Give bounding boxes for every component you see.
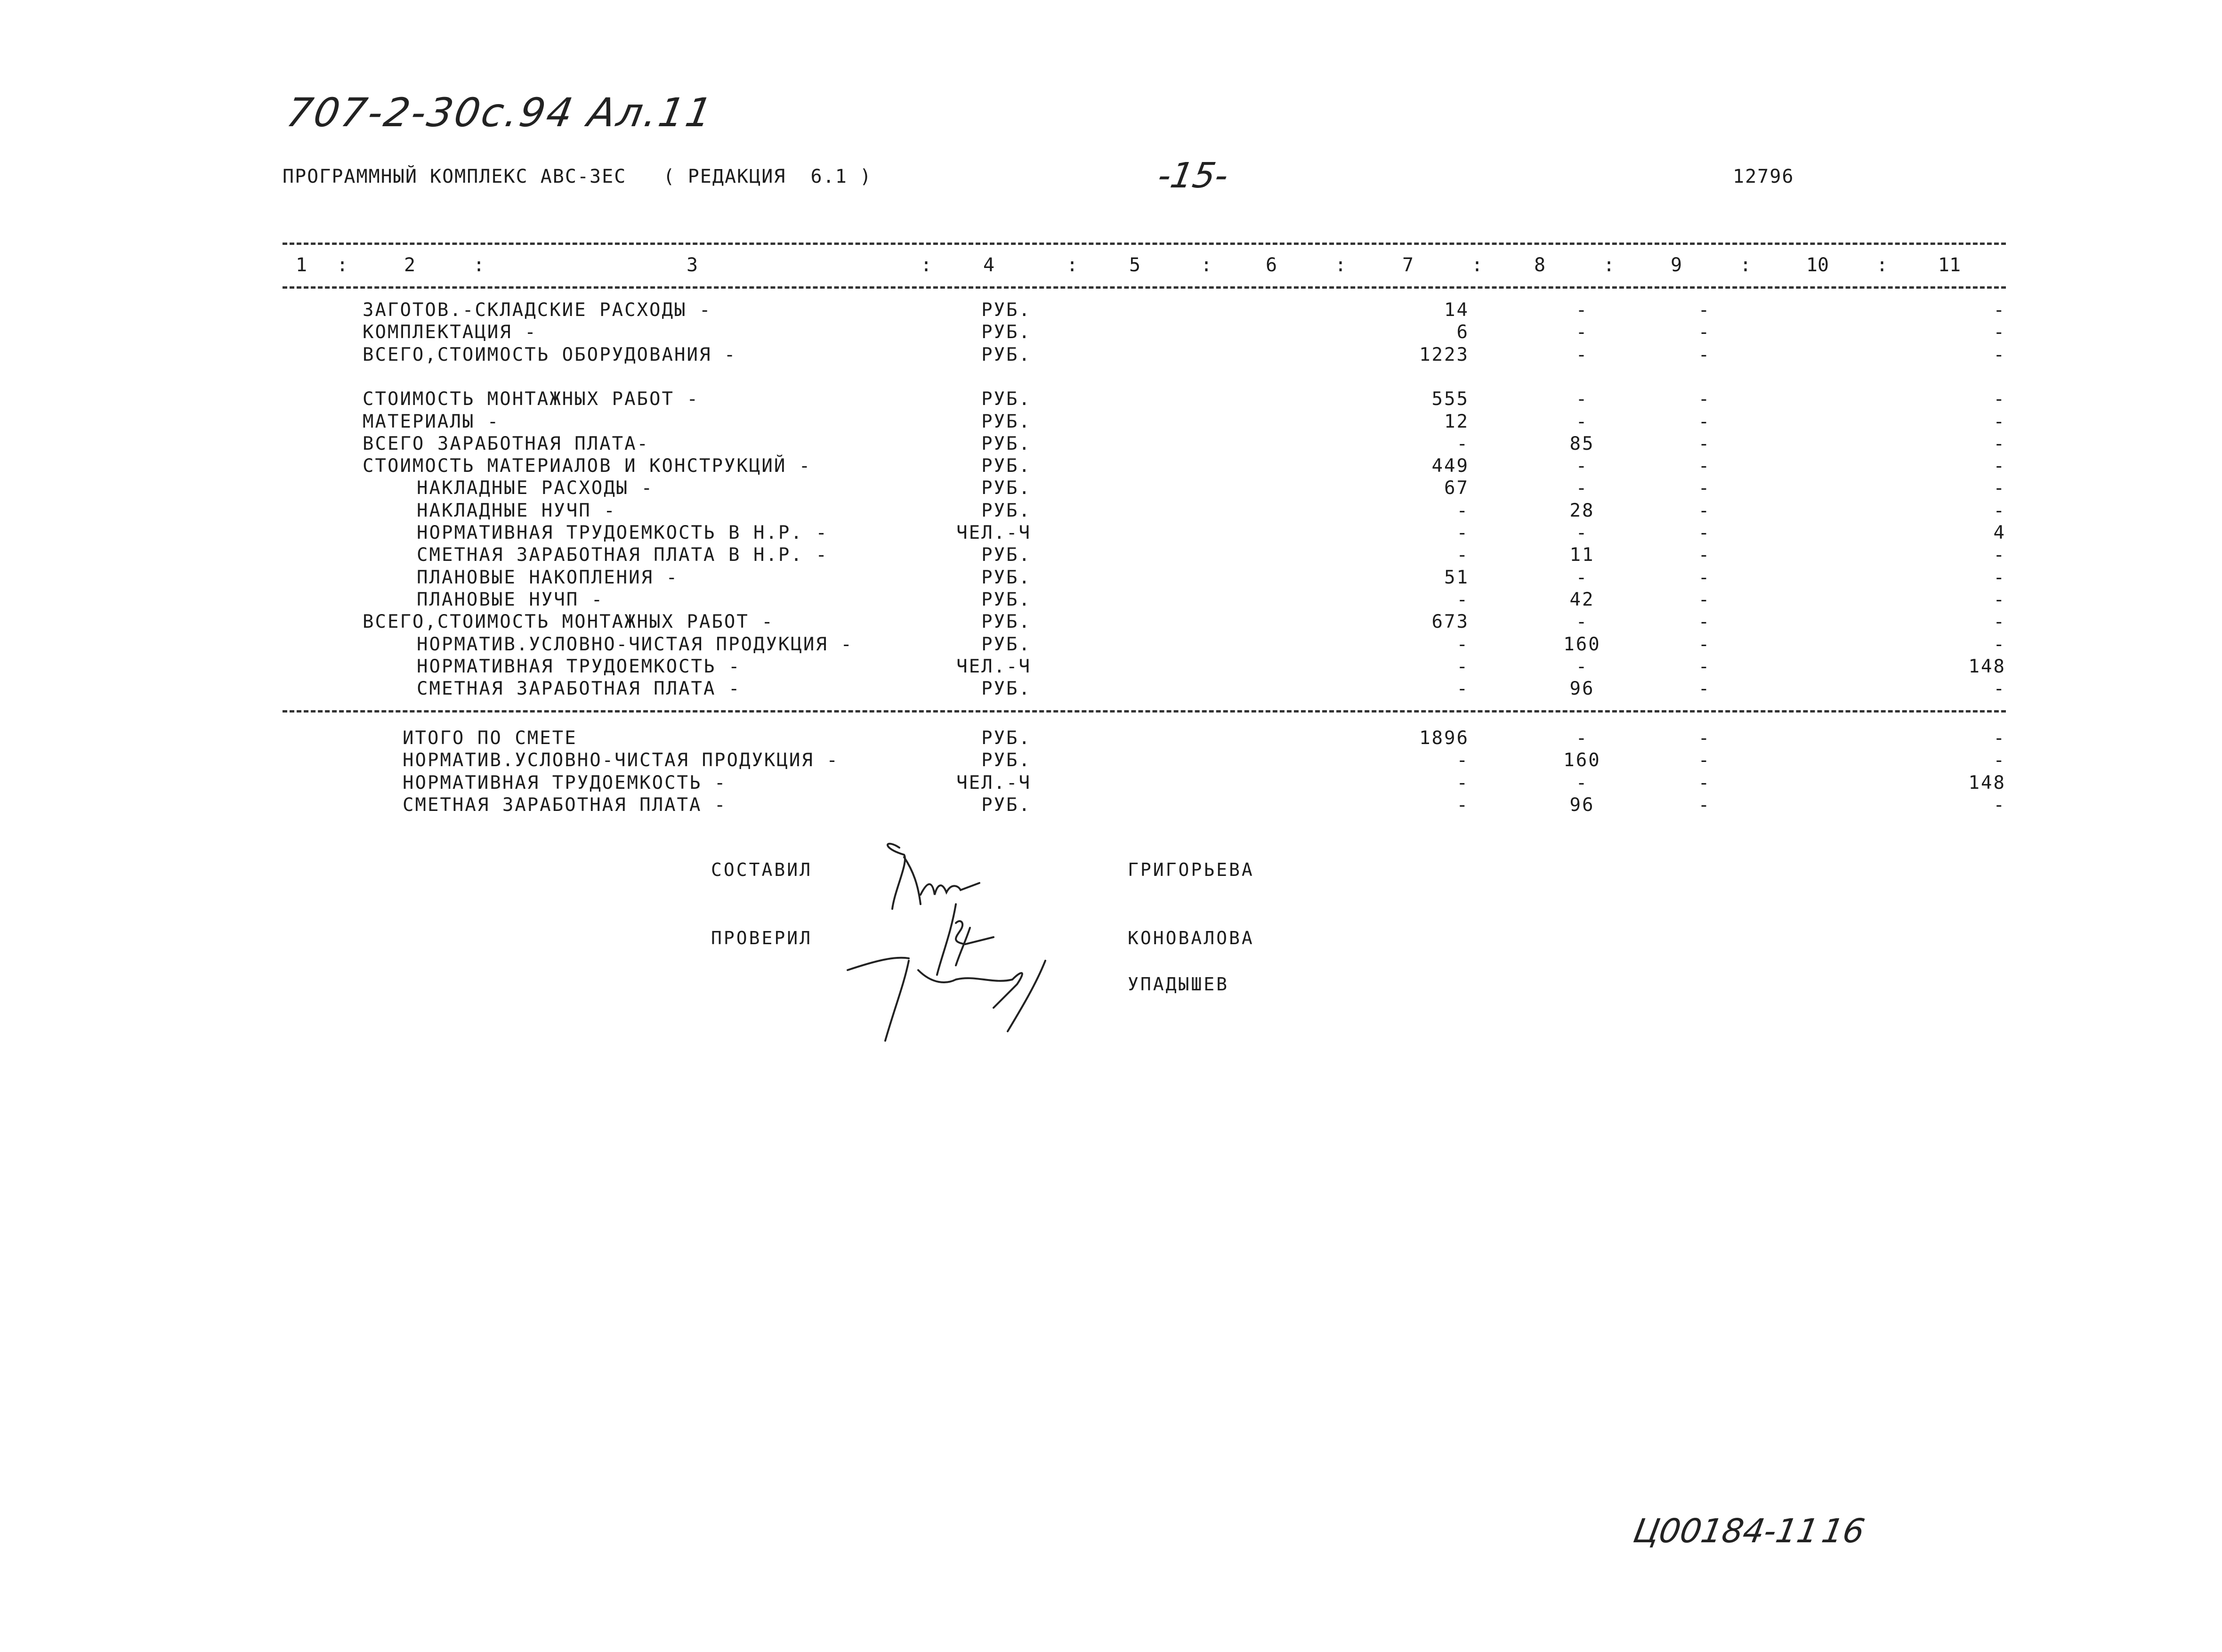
row-name: ВСЕГО ЗАРАБОТНАЯ ПЛАТА-	[363, 433, 650, 454]
row-col-8: 160	[1563, 750, 1601, 771]
row-col-8: 96	[1569, 794, 1595, 816]
column-header-6: 6	[1265, 254, 1277, 276]
row-name: СТОИМОСТЬ МАТЕРИАЛОВ И КОНСТРУКЦИЙ -	[363, 455, 812, 477]
table-row	[0, 589, 2222, 611]
row-col-9: -	[1698, 344, 1711, 365]
row-col-9: -	[1698, 389, 1711, 410]
table-row	[0, 634, 2222, 656]
column-separator: :	[473, 254, 485, 276]
row-col-7: 1896	[1419, 728, 1469, 749]
table-row	[0, 656, 2222, 678]
checked-by-label: ПРОВЕРИЛ	[711, 928, 813, 948]
table-row	[0, 611, 2222, 633]
row-col-8: -	[1576, 322, 1589, 343]
table-row	[0, 522, 2222, 544]
row-col-7: -	[1456, 794, 1469, 816]
row-col-7: 673	[1431, 611, 1469, 633]
row-col-8: -	[1576, 389, 1589, 410]
composed-by-label: СОСТАВИЛ	[711, 859, 813, 880]
row-col-8: 96	[1569, 678, 1595, 700]
column-separator: :	[337, 254, 348, 276]
column-separator: :	[1067, 254, 1078, 276]
row-name: СМЕТНАЯ ЗАРАБОТНАЯ ПЛАТА -	[403, 794, 727, 816]
composed-by-name: ГРИГОРЬЕВА	[1128, 859, 1254, 880]
row-unit: РУБ.	[981, 678, 1031, 700]
table-row	[0, 344, 2222, 366]
row-col-11: 148	[1968, 656, 2006, 677]
row-name: НОРМАТИВ.УСЛОВНО-ЧИСТАЯ ПРОДУКЦИЯ -	[417, 633, 853, 655]
row-col-8: -	[1576, 611, 1589, 633]
row-col-8: -	[1576, 455, 1589, 477]
checked-by-name-1: КОНОВАЛОВА	[1128, 928, 1254, 948]
row-col-8: 11	[1569, 544, 1595, 566]
column-separator: :	[1740, 254, 1752, 276]
row-col-9: -	[1698, 455, 1711, 477]
archive-stamp-code: Ц00184-11	[1630, 1512, 1822, 1550]
row-col-8: -	[1576, 344, 1589, 365]
row-col-8: 85	[1569, 433, 1595, 454]
row-col-8: -	[1576, 522, 1589, 543]
row-col-9: -	[1698, 300, 1711, 321]
row-unit: РУБ.	[981, 544, 1031, 566]
row-col-9: -	[1698, 633, 1711, 655]
column-header-9: 9	[1670, 254, 1682, 276]
row-col-9: -	[1698, 728, 1711, 749]
row-name: НОРМАТИВНАЯ ТРУДОЕМКОСТЬ -	[403, 772, 727, 794]
table-row	[0, 728, 2222, 750]
row-col-9: -	[1698, 411, 1711, 432]
row-col-11: -	[1993, 433, 2006, 454]
row-unit: РУБ.	[981, 433, 1031, 454]
table-row	[0, 772, 2222, 794]
row-col-11: -	[1993, 300, 2006, 321]
row-unit: РУБ.	[981, 478, 1031, 499]
row-col-7: 51	[1444, 567, 1469, 588]
row-col-9: -	[1698, 678, 1711, 700]
row-col-11: 148	[1968, 772, 2006, 794]
row-name: НАКЛАДНЫЕ НУЧП -	[417, 500, 616, 521]
row-name: НАКЛАДНЫЕ РАСХОДЫ -	[417, 478, 654, 499]
column-separator: :	[1335, 254, 1347, 276]
row-name: ПЛАНОВЫЕ НУЧП -	[417, 589, 604, 610]
row-col-7: 1223	[1419, 344, 1469, 365]
row-name: СМЕТНАЯ ЗАРАБОТНАЯ ПЛАТА -	[417, 678, 741, 700]
handwritten-document-code: 707-2-30с.94 Ал.11	[283, 89, 718, 136]
table-row	[0, 567, 2222, 589]
row-col-7: 12	[1444, 411, 1469, 432]
row-col-7: -	[1456, 772, 1469, 794]
row-col-9: -	[1698, 589, 1711, 610]
column-header-3: 3	[686, 254, 698, 276]
row-col-11: -	[1993, 678, 2006, 700]
row-col-9: -	[1698, 750, 1711, 771]
table-row	[0, 322, 2222, 344]
column-header-5: 5	[1129, 254, 1141, 276]
column-header-8: 8	[1534, 254, 1546, 276]
column-header-1: 1	[295, 254, 307, 276]
program-header: ПРОГРАММНЫЙ КОМПЛЕКС АВС-3ЕС ( РЕДАКЦИЯ 6.1 )	[283, 166, 872, 187]
row-col-9: -	[1698, 772, 1711, 794]
row-col-9: -	[1698, 500, 1711, 521]
row-unit: РУБ.	[981, 300, 1031, 321]
row-col-8: 28	[1569, 500, 1595, 521]
row-unit: РУБ.	[981, 344, 1031, 365]
row-unit: РУБ.	[981, 589, 1031, 610]
row-col-8: -	[1576, 772, 1589, 794]
row-unit: РУБ.	[981, 633, 1031, 655]
row-col-9: -	[1698, 567, 1711, 588]
row-col-11: -	[1993, 322, 2006, 343]
row-col-11: -	[1993, 411, 2006, 432]
column-separator: :	[921, 254, 932, 276]
row-unit: РУБ.	[981, 611, 1031, 633]
row-col-11: -	[1993, 455, 2006, 477]
row-col-11: -	[1993, 611, 2006, 633]
table-row	[0, 411, 2222, 433]
table-row	[0, 794, 2222, 817]
row-col-7: 14	[1444, 300, 1469, 321]
row-col-11: -	[1993, 344, 2006, 365]
row-name: СТОИМОСТЬ МОНТАЖНЫХ РАБОТ -	[363, 389, 699, 410]
column-header-4: 4	[983, 254, 995, 276]
row-col-11: -	[1993, 544, 2006, 566]
row-col-9: -	[1698, 611, 1711, 633]
row-col-8: -	[1576, 656, 1589, 677]
row-name: КОМПЛЕКТАЦИЯ -	[363, 322, 537, 343]
signature-checked-1	[937, 904, 994, 975]
row-col-8: -	[1576, 478, 1589, 499]
row-col-7: 67	[1444, 478, 1469, 499]
row-name: СМЕТНАЯ ЗАРАБОТНАЯ ПЛАТА В Н.Р. -	[417, 544, 828, 566]
row-name: НОРМАТИВНАЯ ТРУДОЕМКОСТЬ В Н.Р. -	[417, 522, 828, 543]
table-row	[0, 455, 2222, 478]
row-col-11: -	[1993, 389, 2006, 410]
row-col-11: -	[1993, 750, 2006, 771]
row-col-9: -	[1698, 544, 1711, 566]
table-row	[0, 478, 2222, 500]
row-col-7: -	[1456, 522, 1469, 543]
column-header-10: 10	[1806, 254, 1829, 276]
row-name: НОРМАТИВ.УСЛОВНО-ЧИСТАЯ ПРОДУКЦИЯ -	[403, 750, 839, 771]
checked-by-name-2: УПАДЫШЕВ	[1128, 974, 1229, 995]
column-separator: :	[1201, 254, 1212, 276]
row-col-11: -	[1993, 794, 2006, 816]
row-col-11: -	[1993, 728, 2006, 749]
row-col-7: -	[1456, 500, 1469, 521]
row-unit: РУБ.	[981, 500, 1031, 521]
row-unit: РУБ.	[981, 322, 1031, 343]
table-header-rule	[283, 286, 2006, 289]
table-row	[0, 678, 2222, 700]
table-row	[0, 500, 2222, 522]
row-col-7: -	[1456, 589, 1469, 610]
row-unit: РУБ.	[981, 567, 1031, 588]
row-col-8: 160	[1563, 633, 1601, 655]
row-unit: РУБ.	[981, 750, 1031, 771]
column-header-7: 7	[1402, 254, 1414, 276]
row-unit: РУБ.	[981, 411, 1031, 432]
row-col-11: -	[1993, 567, 2006, 588]
row-col-11: -	[1993, 633, 2006, 655]
row-name: ВСЕГО,СТОИМОСТЬ МОНТАЖНЫХ РАБОТ -	[363, 611, 774, 633]
row-col-9: -	[1698, 522, 1711, 543]
row-name: ЗАГОТОВ.-СКЛАДСКИЕ РАСХОДЫ -	[363, 300, 712, 321]
table-top-rule	[283, 243, 2006, 245]
table-row	[0, 750, 2222, 772]
row-unit: РУБ.	[981, 389, 1031, 410]
row-unit: РУБ.	[981, 728, 1031, 749]
column-header-11: 11	[1938, 254, 1961, 276]
row-col-9: -	[1698, 794, 1711, 816]
row-col-7: -	[1456, 544, 1469, 566]
signature-composed	[888, 844, 979, 909]
row-col-7: 449	[1431, 455, 1469, 477]
row-col-7: -	[1456, 656, 1469, 677]
row-col-8: -	[1576, 567, 1589, 588]
signature-checked-2	[848, 958, 1045, 1041]
row-col-7: 555	[1431, 389, 1469, 410]
row-col-9: -	[1698, 478, 1711, 499]
row-col-11: -	[1993, 589, 2006, 610]
row-col-9: -	[1698, 656, 1711, 677]
sheet-number: 16	[1818, 1512, 1868, 1550]
row-col-8: -	[1576, 300, 1589, 321]
column-header-2: 2	[404, 254, 416, 276]
job-number: 12796	[1733, 166, 1794, 187]
column-separator: :	[1471, 254, 1483, 276]
table-row	[0, 544, 2222, 567]
row-col-7: -	[1456, 633, 1469, 655]
row-unit: РУБ.	[981, 455, 1031, 477]
row-name: НОРМАТИВНАЯ ТРУДОЕМКОСТЬ -	[417, 656, 741, 677]
row-name: ПЛАНОВЫЕ НАКОПЛЕНИЯ -	[417, 567, 679, 588]
row-col-7: -	[1456, 678, 1469, 700]
row-col-7: -	[1456, 750, 1469, 771]
row-col-9: -	[1698, 433, 1711, 454]
row-col-8: 42	[1569, 589, 1595, 610]
table-section-rule	[283, 710, 2006, 713]
row-unit: РУБ.	[981, 794, 1031, 816]
page-number: -15-	[1155, 155, 1232, 196]
table-row	[0, 300, 2222, 322]
row-col-11: 4	[1993, 522, 2006, 543]
row-col-9: -	[1698, 322, 1711, 343]
table-row	[0, 366, 2222, 389]
row-col-8: -	[1576, 411, 1589, 432]
row-col-7: 6	[1456, 322, 1469, 343]
table-row	[0, 389, 2222, 411]
row-col-11: -	[1993, 500, 2006, 521]
row-name: ИТОГО ПО СМЕТЕ	[403, 728, 577, 749]
row-col-11: -	[1993, 478, 2006, 499]
row-unit: ЧЕЛ.-Ч	[956, 656, 1031, 677]
row-name: МАТЕРИАЛЫ -	[363, 411, 500, 432]
row-col-7: -	[1456, 433, 1469, 454]
table-row	[0, 433, 2222, 455]
row-unit: ЧЕЛ.-Ч	[956, 772, 1031, 794]
row-col-8: -	[1576, 728, 1589, 749]
row-unit: ЧЕЛ.-Ч	[956, 522, 1031, 543]
column-separator: :	[1603, 254, 1615, 276]
column-separator: :	[1876, 254, 1888, 276]
row-name: ВСЕГО,СТОИМОСТЬ ОБОРУДОВАНИЯ -	[363, 344, 737, 365]
handwritten-signatures	[838, 829, 1130, 1055]
